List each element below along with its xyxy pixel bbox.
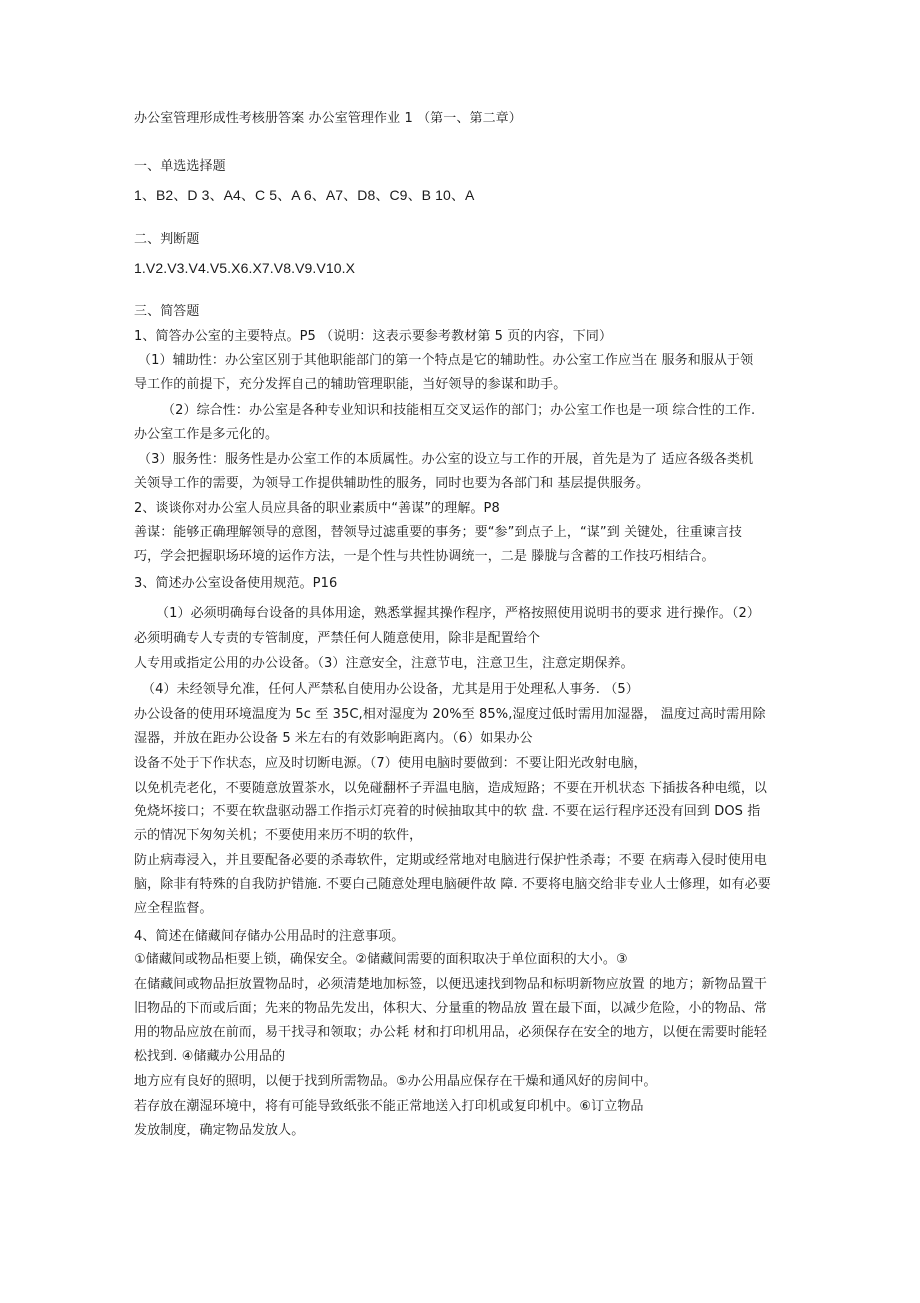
- section-2-heading: 二、判断题: [134, 232, 200, 247]
- text-line: 善谋：能够正确理解领导的意图，替领导过滤重要的事务；要“参”到点子上，“谋”到 关键处，往重谏言技: [134, 525, 742, 540]
- text-line: 应全程监督。: [134, 901, 213, 916]
- question-3-title: 3、简述办公室设备使用规范。P16: [134, 576, 338, 591]
- text-line: 办公设备的使用环境温度为 5c 至 35C,相对湿度为 20%至 85%,湿度过低时需用加湿器， 温度过高时需用除: [134, 707, 766, 722]
- text-line: 免烧坏接口；不要在软盘驱动器工作指示灯亮着的时候抽取其中的软 盘. 不要在运行程序还没有回到 DOS 指: [134, 804, 761, 819]
- text-line: 松找到. ④储藏办公用品的: [134, 1049, 286, 1064]
- text-line: ①储藏间或物品柜要上锁，确保安全。②储藏间需要的面积取决于单位面积的大小。③: [134, 952, 628, 967]
- text-line: 人专用或指定公用的办公设备。（3）注意安全，注意节电，注意卫生，注意定期保养。: [134, 656, 634, 671]
- text-line: 湿器，并放在距办公设备 5 米左右的有效影响距离内。（6）如果办公: [134, 731, 533, 746]
- text-line: 在储藏间或物品拒放置物品时，必须清楚地加标签，以便迅速找到物品和标明新物应放置 的地方；新物品置干: [134, 977, 768, 992]
- text-line: （1）必须明确每台设备的具体用途，熟悉掌握其操作程序，严格按照使用说明书的要求 进行操作。（2）: [156, 606, 760, 621]
- text-line: 巧，学会把握职场环境的运作方法，一是个性与共性协调统一，二是 滕胧与含蓄的工作技巧相结合。: [134, 549, 715, 564]
- text-line: 办公室工作是多元化的。: [134, 427, 279, 442]
- text-line: 若存放在潮湿环境中，将有可能导致纸张不能正常地送入打印机或复印机中。⑥订立物品: [134, 1099, 644, 1114]
- text-line: （4）未经领导允准，任何人严禁私自使用办公设备，尤其是用于处理私人事务. （5）: [142, 682, 639, 697]
- text-line: 发放制度，确定物品发放人。: [134, 1123, 305, 1138]
- text-line: 以免机壳老化，不要随意放置茶水，以免碰翻杯子弄温电脑，造成短路；不要在开机状态 下插拔各种电缆，以: [134, 781, 768, 796]
- section-1-heading: 一、单选选择题: [134, 159, 226, 174]
- text-line: 地方应有良好的照明，以便于找到所需物品。⑤办公用晶应保存在干燥和通风好的房间中。: [134, 1074, 657, 1089]
- question-4-title: 4、简述在储藏间存储办公用品时的注意事项。: [134, 929, 405, 944]
- text-line: 示的情况下匆匆关机；不要使用来历不明的软件，: [134, 828, 423, 843]
- section-1-answers: 1、B2、D 3、A4、C 5、A 6、A7、D8、C9、B 10、A: [134, 187, 475, 203]
- question-2-title: 2、谈谈你对办公室人员应具备的职业素质中“善谋”的理解。P8: [134, 501, 500, 516]
- text-line: 用的物品应放在前而，易干找寻和领取；办公耗 材和打印机用品，必须保存在安全的地方，以便在需要时能轻: [134, 1025, 768, 1040]
- text-line: 脑，除非有特殊的自我防护错施. 不要白己随意处理电脑硬件故 障. 不要将电脑交给非专业人士修理，如有必要: [134, 877, 771, 892]
- text-line: 设备不处于下作状态，应及时切断电源。（7）使用电脑时要做到：不要让阳光改射电脑，: [134, 756, 647, 771]
- text-line: 必须明确专人专责的专管制度，严禁任何人随意使用，除非是配置给个: [134, 631, 541, 646]
- text-line: （2）综合性：办公室是各种专业知识和技能相互交叉运作的部门；办公室工作也是一项 综合性的工作.: [162, 403, 756, 418]
- text-line: 导工作的前提下，充分发挥自己的辅助管理职能，当好领导的参谋和助手。: [134, 377, 567, 392]
- question-1-title: 1、简答办公室的主要特点。P5 （说明：这表示要参考教材第 5 页的内容，下同）: [134, 329, 613, 344]
- section-2-answers: 1.V2.V3.V4.V5.X6.X7.V8.V9.V10.X: [134, 260, 356, 276]
- text-line: （1）辅助性：办公室区别于其他职能部门的第一个特点是它的辅助性。办公室工作应当在 服务和服从于领: [138, 353, 754, 368]
- text-line: 关领导工作的需要，为领导工作提供辅助性的服务，同时也要为各部门和 基层提供服务。: [134, 476, 650, 491]
- text-line: 旧物品的下而或后面；先来的物品先发出，体积大、分量重的物品放 置在最下面，以减少危险，小的物品、常: [134, 1001, 768, 1016]
- text-line: （3）服务性：服务性是办公室工作的本质属性。办公室的设立与工作的开展，首先是为了 适应各级各类机: [138, 452, 754, 467]
- document-title: 办公室管理形成性考核册答案 办公室管理作业 1 （第一、第二章）: [134, 111, 522, 126]
- text-line: 防止病毒浸入，并且要配备必要的杀毒软件，定期或经常地对电脑进行保护性杀毒；不要 在病毒入侵时使用电: [134, 853, 768, 868]
- section-3-heading: 三、简答题: [134, 304, 200, 319]
